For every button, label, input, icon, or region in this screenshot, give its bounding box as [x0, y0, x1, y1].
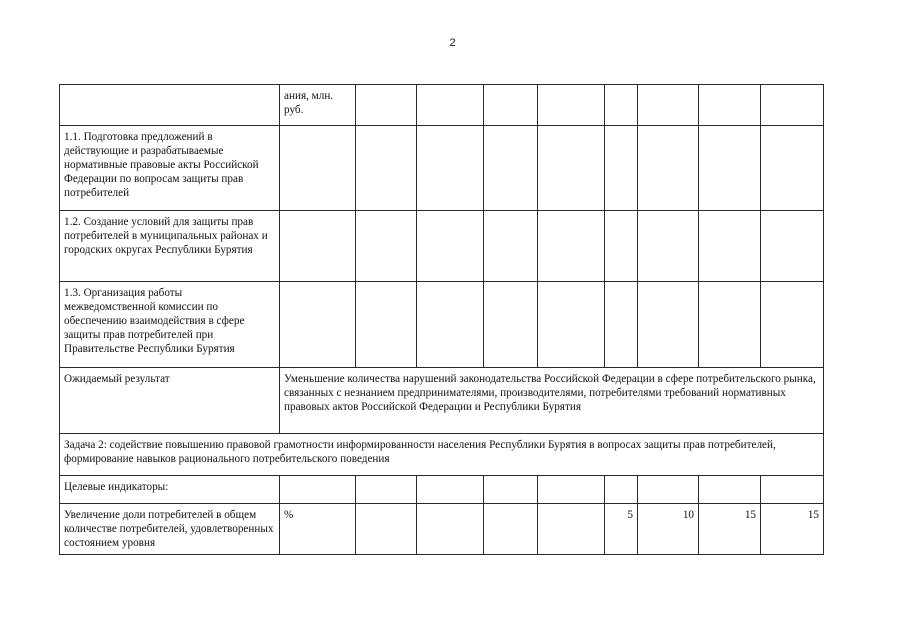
indicator-value: 5	[605, 504, 638, 555]
indicator-value: 15	[699, 504, 761, 555]
table-row	[60, 85, 824, 126]
page-number: 2	[449, 37, 456, 49]
indicator-value	[417, 504, 484, 555]
activity-1-3-cell: 1.3. Организация работы межведомственной комиссии по обеспечению взаимодействия в сфере защиты прав потребителей при Правительстве Республики Бурятия	[60, 282, 280, 368]
unit-header-cell: ания, млн. руб.	[280, 85, 356, 126]
table-row	[60, 504, 824, 555]
task-2-text: Задача 2: содействие повышению правовой грамотности информированности населения Республики Бурятия в вопросах защиты прав потребителей, формирование навыков рационального потребительского поведения	[60, 434, 824, 476]
indicator-unit: %	[280, 504, 356, 555]
indicator-value: 10	[638, 504, 699, 555]
table-row	[60, 368, 824, 434]
indicator-value	[538, 504, 605, 555]
activity-1-1-cell: 1.1. Подготовка предложений в действующие и разрабатываемые нормативные правовые акты Российской Федерации по вопросам защиты прав потребителей	[60, 126, 280, 211]
table-row	[60, 282, 824, 368]
activity-1-2-cell: 1.2. Создание условий для защиты прав потребителей в муниципальных районах и городских округах Республики Бурятия	[60, 211, 280, 282]
indicator-value	[484, 504, 538, 555]
target-indicators-label: Целевые индикаторы:	[60, 476, 280, 504]
program-table	[59, 84, 824, 555]
table-row	[60, 434, 824, 476]
table-row	[60, 211, 824, 282]
table-row	[60, 126, 824, 211]
expected-result-label: Ожидаемый результат	[60, 368, 280, 434]
expected-result-text: Уменьшение количества нарушений законодательства Российской Федерации в сфере потребительского рынка, связанных с незнанием предпринимателями, производителями, потребителями требований нормативных правовых актов Российской Федерации и Республики Бурятия	[280, 368, 824, 434]
table-row	[60, 476, 824, 504]
indicator-value	[356, 504, 417, 555]
indicator-value: 15	[761, 504, 824, 555]
table-cell	[60, 85, 280, 126]
indicator-label: Увеличение доли потребителей в общем количестве потребителей, удовлетворенных состоянием уровня	[60, 504, 280, 555]
